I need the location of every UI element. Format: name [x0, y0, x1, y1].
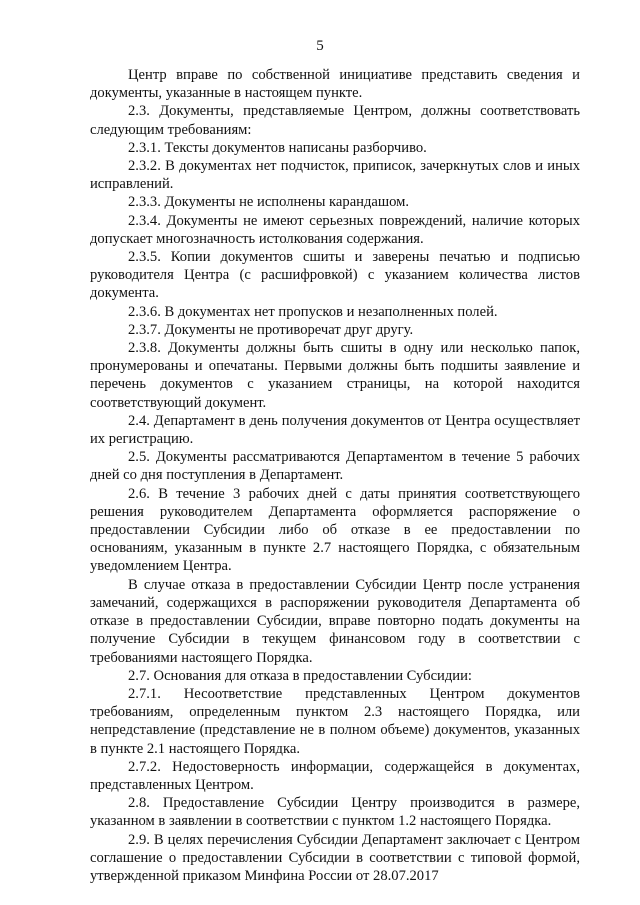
paragraph-2-3: 2.3. Документы, представляемые Центром, должны соответствовать следующим требованиям: — [90, 103, 580, 138]
paragraph-2-3-7: 2.3.7. Документы не противоречат друг другу. — [128, 321, 414, 338]
document-body — [90, 66, 580, 885]
paragraph-2-3-1: 2.3.1. Тексты документов написаны разборчиво. — [128, 139, 427, 156]
paragraph-2-7-2: 2.7.2. Недостоверность информации, содержащейся в документах, представленных Центром. — [90, 758, 580, 793]
paragraph-2-9: 2.9. В целях перечисления Субсидии Департамент заключает с Центром соглашение о предоставлении Субсидии в соответствии с типовой формой, утвержденной приказом Минфина России от 28.07.2017 — [90, 831, 580, 884]
paragraph-2-8: 2.8. Предоставление Субсидии Центру производится в размере, указанном в заявлении в соответствии с пунктом 1.2 настоящего Порядка. — [90, 795, 580, 830]
paragraph-2-7-1: 2.7.1. Несоответствие представленных Центром документов требованиям, определенным пунктом 2.3 настоящего Порядка, или непредставление (представление не в полном объеме) документов, указанных в пункте 2.1 настоящего Порядка. — [90, 685, 580, 757]
paragraph-2-3-2: 2.3.2. В документах нет подчисток, приписок, зачеркнутых слов и иных исправлений. — [90, 158, 580, 193]
paragraph-2-6: 2.6. В течение 3 рабочих дней с даты принятия соответствующего решения руководителем Департамента оформляется распоряжение о предоставлении Субсидии либо об отказе в ее предоставлении по основаниям, указанным в пункте 2.7 настоящего Порядка, с обязательным уведомлением Центра. — [90, 485, 580, 575]
paragraph-2-3-6: 2.3.6. В документах нет пропусков и незаполненных полей. — [128, 303, 498, 320]
page-number: 5 — [316, 38, 324, 54]
paragraph-2-7: 2.7. Основания для отказа в предоставлении Субсидии: — [128, 667, 472, 684]
paragraph-2-4: 2.4. Департамент в день получения документов от Центра осуществляет их регистрацию. — [90, 412, 580, 448]
paragraph-2-3-3: 2.3.3. Документы не исполнены карандашом. — [128, 194, 410, 211]
paragraph-intro: Центр вправе по собственной инициативе представить сведения и документы, указанные в настоящем пункте. — [90, 67, 580, 102]
paragraph-2-3-5: 2.3.5. Копии документов сшиты и заверены печатью и подписью руководителя Центра (с расшифровкой) с указанием количества листов документа. — [90, 249, 580, 302]
paragraph-2-3-8: 2.3.8. Документы должны быть сшиты в одну или несколько папок, пронумерованы и опечатаны. Первыми должны быть подшиты заявление и перечень документов с указанием страницы, на которой находится соответствующий документ. — [90, 340, 580, 411]
paragraph-2-5: 2.5. Документы рассматриваются Департаментом в течение 5 рабочих дней со дня поступления в Департамент. — [90, 449, 580, 484]
paragraph-refusal-case: В случае отказа в предоставлении Субсидии Центр после устранения замечаний, содержащихся в распоряжении руководителя Департамента об отказе в предоставлении Субсидии, вправе повторно подать документы на получение Субсидии в текущем финансовом году в соответствии с требованиями настоящего Порядка. — [90, 576, 580, 666]
paragraph-2-3-4: 2.3.4. Документы не имеют серьезных повреждений, наличие которых допускает многозначность истолкования содержания. — [90, 212, 580, 247]
